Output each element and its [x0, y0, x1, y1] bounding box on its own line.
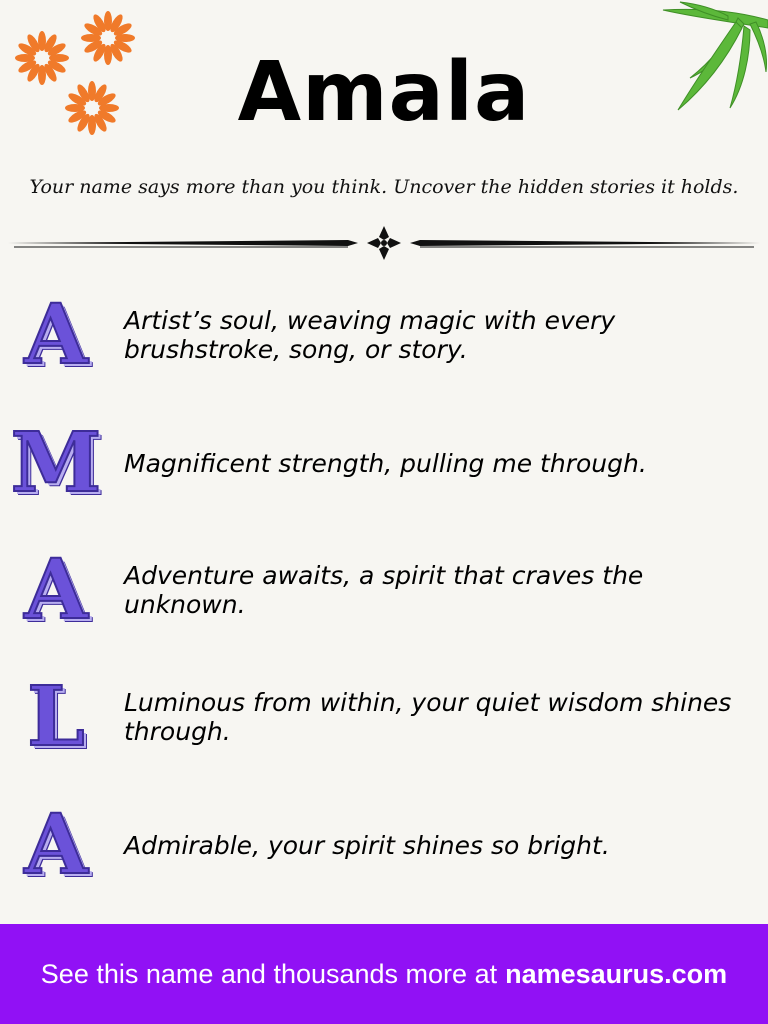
- ornament-cross-icon: [367, 226, 401, 260]
- acrostic-phrase: Artist’s soul, weaving magic with every brushstroke, song, or story.: [124, 306, 616, 364]
- acrostic-letter: A: [24, 542, 88, 638]
- ornament-divider: [8, 224, 760, 262]
- tagline: Your name says more than you think. Uncover the hidden stories it holds.: [29, 176, 739, 198]
- acrostic-letter: M: [10, 415, 102, 511]
- footer-site-link[interactable]: namesaurus.com: [505, 958, 728, 989]
- footer-text: See this name and thousands more at: [40, 958, 498, 989]
- acrostic-phrase: Magnificent strength, pulling me through.: [124, 448, 647, 478]
- acrostic-letter: A: [24, 287, 88, 383]
- acrostic-row: [0, 542, 768, 638]
- acrostic-row: [0, 797, 768, 893]
- acrostic-row: [0, 415, 768, 511]
- acrostic-phrase: Adventure awaits, a spirit that craves the unknown.: [124, 561, 644, 619]
- acrostic-row: [0, 669, 768, 765]
- acrostic-row: [0, 287, 768, 383]
- page-title: Amala: [237, 45, 531, 140]
- acrostic-phrase: Admirable, your spirit shines so bright.: [124, 830, 610, 860]
- acrostic-letter: L: [27, 669, 85, 765]
- acrostic-phrase: Luminous from within, your quiet wisdom shines through.: [124, 688, 732, 746]
- acrostic-letter: A: [24, 797, 88, 893]
- footer-banner: [0, 924, 768, 1024]
